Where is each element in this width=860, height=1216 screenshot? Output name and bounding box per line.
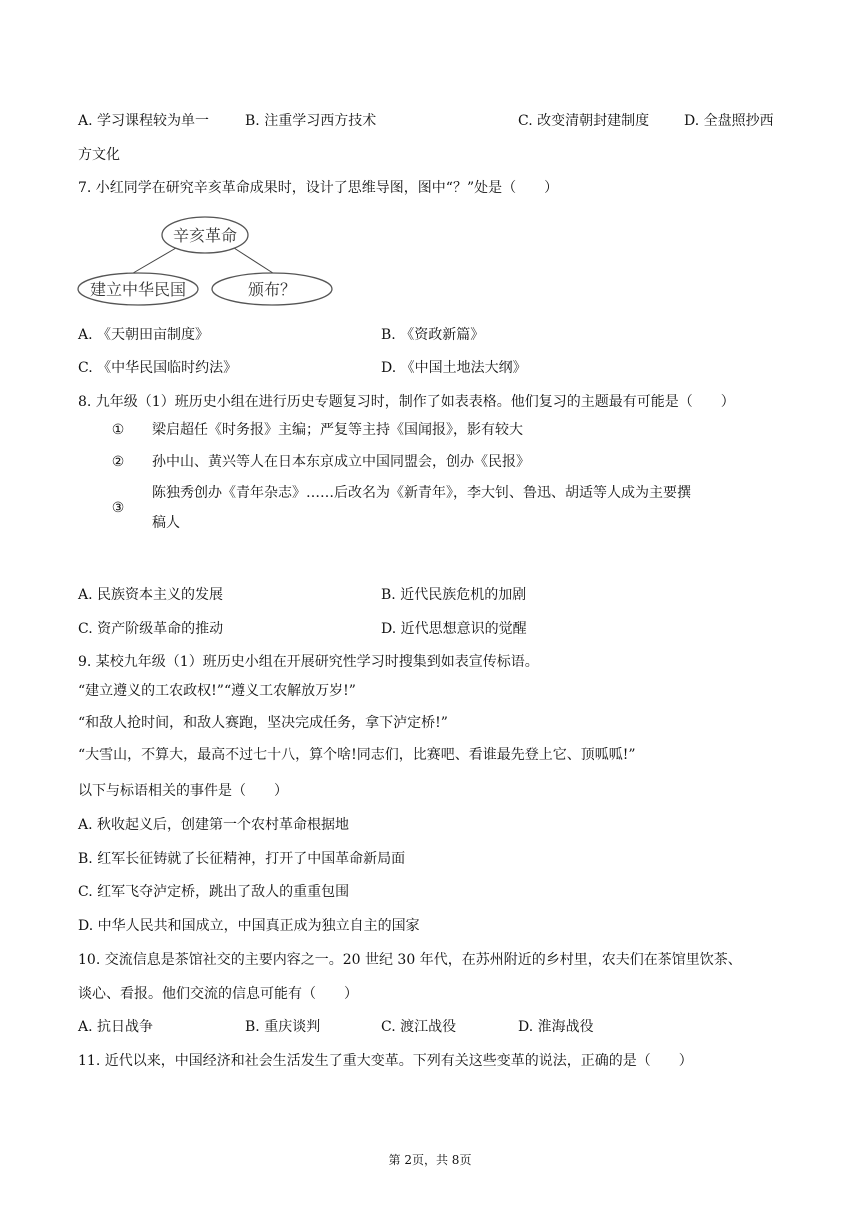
q8-row-text: 梁启超任《时务报》主编；严复等主持《国闻报》，影有较大: [152, 422, 523, 438]
mindmap-node-top-label: 辛亥革命: [172, 226, 238, 245]
q7-options-row-2: [78, 358, 782, 378]
q10-option-c: C. 渡江战役: [381, 1019, 457, 1035]
q8-row-text: 孙中山、黄兴等人在日本东京成立中国同盟会，创办《民报》: [152, 454, 530, 470]
q10-option-a: A. 抗日战争: [78, 1019, 154, 1035]
page-footer: 第 2页，共 8页: [388, 1153, 472, 1167]
q6-option-c: C. 改变清朝封建制度: [518, 113, 650, 129]
q8-option-a: A. 民族资本主义的发展: [78, 587, 224, 603]
q7-mindmap: [76, 214, 338, 306]
q7-option-a: A. 《天朝田亩制度》: [78, 327, 210, 343]
mindmap-node-left-label: 建立中华民国: [89, 280, 187, 299]
q8-row-number: ③: [111, 500, 125, 516]
q6-options-row: [78, 111, 782, 131]
q6-option-a: A. 学习课程较为单一: [78, 113, 210, 129]
q8-option-c: C. 资产阶级革命的推动: [78, 621, 224, 637]
q6-option-b: B. 注重学习西方技术: [245, 113, 377, 129]
q10-stem-line2: 谈心、看报。他们交流的信息可能有（ ）: [78, 986, 358, 1002]
q9-question: 以下与标语相关的事件是（ ）: [78, 783, 288, 799]
q11-stem: 11. 近代以来，中国经济和社会生活发生了重大变革。下列有关这些变革的说法，正确的是（ ）: [78, 1053, 693, 1069]
q7-option-c: C. 《中华民国临时约法》: [78, 360, 238, 376]
q10-option-d: D. 淮海战役: [518, 1019, 594, 1035]
q8-row-number: ②: [111, 454, 125, 470]
q7-stem: 7. 小红同学在研究辛亥革命成果时，设计了思维导图，图中“？”处是（ ）: [78, 180, 559, 196]
q8-row-text-line2: 稿人: [152, 515, 180, 531]
q8-stem: 8. 九年级（1）班历史小组在进行历史专题复习时，制作了如表表格。他们复习的主题最有可能是（ ）: [78, 394, 735, 410]
q10-options-row: [78, 1017, 782, 1037]
q10-stem-line1: 10. 交流信息是茶馆社交的主要内容之一。20 世纪 30 年代，在苏州附近的乡村里，农夫们在茶馆里饮茶、: [78, 952, 742, 968]
mindmap-connector-left: [128, 248, 176, 276]
q7-options-row-1: [78, 325, 782, 345]
q9-slogan: “大雪山，不算大，最高不过七十八，算个啥!同志们，比赛吧、看谁最先登上它、顶呱呱!”: [78, 747, 636, 763]
q9-option-d: D. 中华人民共和国成立，中国真正成为独立自主的国家: [78, 918, 420, 934]
q7-option-d: D. 《中国土地法大纲》: [381, 360, 527, 376]
q9-slogan: “建立遵义的工农政权!”“遵义工农解放万岁!”: [78, 683, 356, 699]
q7-option-b: B. 《资政新篇》: [381, 327, 485, 343]
q8-row-text-line1: 陈独秀创办《青年杂志》……后改名为《新青年》，李大钊、鲁迅、胡适等人成为主要撰: [152, 485, 691, 501]
q10-option-b: B. 重庆谈判: [245, 1019, 321, 1035]
q9-option-a: A. 秋收起义后，创建第一个农村革命根据地: [78, 817, 350, 833]
mindmap-node-right-label: 颁布？: [247, 280, 297, 299]
q6-option-d-continued: 方文化: [78, 147, 120, 163]
q8-option-d: D. 近代思想意识的觉醒: [381, 621, 527, 637]
q8-options-row-1: [78, 585, 782, 605]
q9-option-c: C. 红军飞夺泸定桥，跳出了敌人的重重包围: [78, 884, 350, 900]
mindmap-connector-right: [234, 248, 276, 275]
q9-option-b: B. 红军长征铸就了长征精神，打开了中国革命新局面: [78, 851, 406, 867]
q8-row-number: ①: [111, 422, 125, 438]
q6-option-d: D. 全盘照抄西: [684, 113, 774, 129]
q9-stem: 9. 某校九年级（1）班历史小组在开展研究性学习时搜集到如表宣传标语。: [78, 654, 539, 670]
q8-option-b: B. 近代民族危机的加剧: [381, 587, 527, 603]
q8-options-row-2: [78, 619, 782, 639]
q9-slogan: “和敌人抢时间，和敌人赛跑，坚决完成任务，拿下泸定桥!”: [78, 715, 448, 731]
